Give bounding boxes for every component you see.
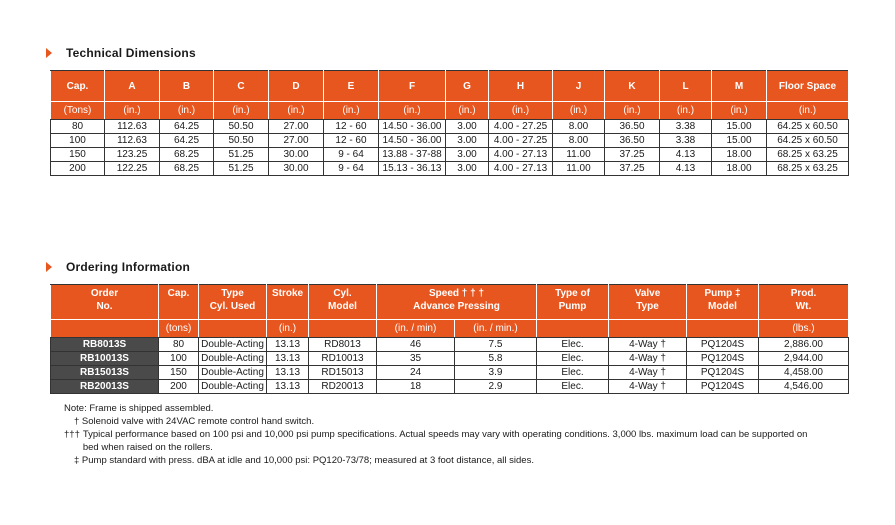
table-cell: 30.00: [269, 148, 324, 162]
bullet-arrow-icon: [46, 48, 52, 58]
order-header-row: [51, 285, 849, 320]
table-cell: 68.25 x 63.25: [767, 162, 849, 176]
table-cell: 64.25: [160, 120, 214, 134]
table-cell: RD20013: [309, 380, 377, 394]
dims-unit-cell: (in.): [379, 102, 446, 120]
table-cell: 122.25: [105, 162, 160, 176]
note-speed-mark: †††: [64, 429, 80, 440]
col-valve-type: Valve Type: [609, 285, 687, 320]
table-cell: 14.50 - 36.00: [379, 120, 446, 134]
table-cell: 13.13: [267, 352, 309, 366]
dims-unit-cell: (in.): [160, 102, 214, 120]
ordering-information-title: Ordering Information: [66, 260, 190, 274]
dims-unit-cell: (in.): [105, 102, 160, 120]
table-cell: 112.63: [105, 134, 160, 148]
dims-header-cell: C: [214, 71, 269, 102]
table-cell: 27.00: [269, 120, 324, 134]
table-row: [51, 352, 849, 366]
table-cell: 80: [159, 338, 199, 352]
unit-pump-type: [537, 320, 609, 338]
table-cell: 100: [51, 134, 105, 148]
table-cell: Elec.: [537, 352, 609, 366]
table-cell: 68.25: [160, 162, 214, 176]
col-prod-wt: Prod. Wt.: [759, 285, 849, 320]
table-cell: 68.25: [160, 148, 214, 162]
table-cell: 50.50: [214, 134, 269, 148]
col-stroke: Stroke: [267, 285, 309, 320]
table-cell: 8.00: [553, 134, 605, 148]
table-cell: Elec.: [537, 366, 609, 380]
dims-unit-cell: (in.): [767, 102, 849, 120]
col-type: Type Cyl. Used: [199, 285, 267, 320]
col-pump-type: Type of Pump: [537, 285, 609, 320]
table-cell: 30.00: [269, 162, 324, 176]
table-cell: 4-Way †: [609, 366, 687, 380]
dims-unit-cell: (in.): [605, 102, 660, 120]
ordering-information-table: [50, 284, 849, 394]
unit-speed-pressing: (in. / min.): [455, 320, 537, 338]
table-cell: 9 - 64: [324, 148, 379, 162]
table-cell: 2,944.00: [759, 352, 849, 366]
table-cell: 4,546.00: [759, 380, 849, 394]
table-cell: 100: [159, 352, 199, 366]
table-cell: 68.25 x 63.25: [767, 148, 849, 162]
table-cell: 15.13 - 36.13: [379, 162, 446, 176]
col-order-no: Order No.: [51, 285, 159, 320]
table-cell: 11.00: [553, 148, 605, 162]
table-cell: 11.00: [553, 162, 605, 176]
table-cell: 200: [51, 162, 105, 176]
table-cell: PQ1204S: [687, 380, 759, 394]
dims-unit-cell: (in.): [324, 102, 379, 120]
dims-unit-row: [51, 102, 849, 120]
dims-unit-cell: (in.): [553, 102, 605, 120]
technical-dimensions-heading: [46, 46, 196, 60]
table-cell: Double-Acting: [199, 352, 267, 366]
table-cell: Double-Acting: [199, 338, 267, 352]
dims-header-cell: J: [553, 71, 605, 102]
table-cell: 4.00 - 27.25: [489, 120, 553, 134]
order-unit-row: [51, 320, 849, 338]
table-row: [51, 380, 849, 394]
dims-unit-cell: (in.): [712, 102, 767, 120]
col-pump-model: Pump ‡ Model: [687, 285, 759, 320]
table-cell: 4-Way †: [609, 352, 687, 366]
table-cell: PQ1204S: [687, 352, 759, 366]
dims-header-cell: G: [446, 71, 489, 102]
col-cyl-model: Cyl. Model: [309, 285, 377, 320]
dims-header-cell: Cap.: [51, 71, 105, 102]
table-cell: RD15013: [309, 366, 377, 380]
dims-header-cell: E: [324, 71, 379, 102]
table-row: [51, 366, 849, 380]
table-cell: 51.25: [214, 148, 269, 162]
unit-valve-type: [609, 320, 687, 338]
table-cell: 5.8: [455, 352, 537, 366]
table-row: [51, 148, 849, 162]
table-cell: 3.00: [446, 162, 489, 176]
dims-header-cell: H: [489, 71, 553, 102]
unit-order-no: [51, 320, 159, 338]
table-row: [51, 338, 849, 352]
note-valve: † Solenoid valve with 24VAC remote control hand switch.: [74, 416, 315, 427]
table-cell: 3.38: [660, 134, 712, 148]
dims-header-cell: F: [379, 71, 446, 102]
table-cell: 9 - 64: [324, 162, 379, 176]
table-cell: 80: [51, 120, 105, 134]
dims-header-cell: L: [660, 71, 712, 102]
table-cell: 37.25: [605, 148, 660, 162]
dims-header-cell: A: [105, 71, 160, 102]
table-cell: 15.00: [712, 120, 767, 134]
col-cap: Cap.: [159, 285, 199, 320]
dims-header-cell: D: [269, 71, 324, 102]
note-pump: ‡ Pump standard with press. dBA at idle and 10,000 psi: PQ120-73/78; measured at 3 foot distance, all sides.: [74, 455, 534, 466]
dims-header-cell: M: [712, 71, 767, 102]
note-speed-line2: bed when raised on the rollers.: [82, 442, 213, 453]
ordering-information-heading: [46, 260, 190, 274]
table-cell: 13.13: [267, 366, 309, 380]
table-cell: 4,458.00: [759, 366, 849, 380]
unit-speed-advance: (in. / min): [377, 320, 455, 338]
table-cell: Elec.: [537, 380, 609, 394]
table-cell: 35: [377, 352, 455, 366]
table-row: [51, 162, 849, 176]
technical-dimensions-title: Technical Dimensions: [66, 46, 196, 60]
note-speed: [64, 428, 807, 454]
table-cell: 24: [377, 366, 455, 380]
table-cell: 2.9: [455, 380, 537, 394]
table-cell: 123.25: [105, 148, 160, 162]
table-cell: 18.00: [712, 162, 767, 176]
table-row: [51, 134, 849, 148]
order-number-cell: RB15013S: [51, 366, 159, 380]
order-number-cell: RB10013S: [51, 352, 159, 366]
order-number-cell: RB20013S: [51, 380, 159, 394]
table-cell: 4-Way †: [609, 338, 687, 352]
dims-unit-cell: (in.): [446, 102, 489, 120]
table-cell: 18.00: [712, 148, 767, 162]
table-cell: 3.00: [446, 148, 489, 162]
table-cell: 36.50: [605, 134, 660, 148]
table-cell: 3.38: [660, 120, 712, 134]
table-cell: 112.63: [105, 120, 160, 134]
order-number-cell: RB8013S: [51, 338, 159, 352]
table-cell: 15.00: [712, 134, 767, 148]
table-cell: 4-Way †: [609, 380, 687, 394]
dims-unit-cell: (in.): [660, 102, 712, 120]
dims-table-body: [51, 120, 849, 176]
table-cell: 3.9: [455, 366, 537, 380]
table-cell: RD8013: [309, 338, 377, 352]
table-cell: 51.25: [214, 162, 269, 176]
unit-cyl-model: [309, 320, 377, 338]
footnotes: [64, 402, 807, 467]
table-cell: 3.00: [446, 134, 489, 148]
table-cell: PQ1204S: [687, 338, 759, 352]
note-speed-line1: Typical performance based on 100 psi and 10,000 psi pump specifications. Actual speeds may vary with operating conditions. 3,000 lbs. maximum load can be supported on: [82, 429, 808, 440]
table-cell: 14.50 - 36.00: [379, 134, 446, 148]
unit-type: [199, 320, 267, 338]
dims-header-row: [51, 71, 849, 102]
dims-header-cell: B: [160, 71, 214, 102]
table-cell: 8.00: [553, 120, 605, 134]
order-table-body: [51, 338, 849, 394]
table-cell: 2,886.00: [759, 338, 849, 352]
dims-unit-cell: (Tons): [51, 102, 105, 120]
dims-unit-cell: (in.): [214, 102, 269, 120]
col-speed: Speed † † † Advance Pressing: [377, 285, 537, 320]
dims-unit-cell: (in.): [489, 102, 553, 120]
table-cell: Double-Acting: [199, 366, 267, 380]
table-cell: 64.25: [160, 134, 214, 148]
table-cell: 50.50: [214, 120, 269, 134]
table-cell: 37.25: [605, 162, 660, 176]
dims-header-cell: Floor Space: [767, 71, 849, 102]
table-cell: 13.13: [267, 380, 309, 394]
table-cell: 4.00 - 27.25: [489, 134, 553, 148]
dims-header-cell: K: [605, 71, 660, 102]
unit-stroke: (in.): [267, 320, 309, 338]
unit-pump-model: [687, 320, 759, 338]
table-cell: 3.00: [446, 120, 489, 134]
table-cell: 4.13: [660, 148, 712, 162]
table-cell: 36.50: [605, 120, 660, 134]
note-frame: Note: Frame is shipped assembled.: [64, 403, 214, 414]
table-cell: 200: [159, 380, 199, 394]
table-cell: Double-Acting: [199, 380, 267, 394]
table-cell: 150: [159, 366, 199, 380]
table-cell: 13.88 - 37-88: [379, 148, 446, 162]
table-row: [51, 120, 849, 134]
table-cell: 27.00: [269, 134, 324, 148]
table-cell: 12 - 60: [324, 120, 379, 134]
dims-unit-cell: (in.): [269, 102, 324, 120]
table-cell: 64.25 x 60.50: [767, 134, 849, 148]
bullet-arrow-icon: [46, 262, 52, 272]
table-cell: Elec.: [537, 338, 609, 352]
table-cell: 13.13: [267, 338, 309, 352]
unit-cap: (tons): [159, 320, 199, 338]
table-cell: 18: [377, 380, 455, 394]
table-cell: 64.25 x 60.50: [767, 120, 849, 134]
table-cell: 12 - 60: [324, 134, 379, 148]
table-cell: 4.13: [660, 162, 712, 176]
table-cell: 46: [377, 338, 455, 352]
table-cell: 150: [51, 148, 105, 162]
technical-dimensions-table: [50, 70, 849, 176]
table-cell: 4.00 - 27.13: [489, 148, 553, 162]
unit-prod-wt: (lbs.): [759, 320, 849, 338]
table-cell: RD10013: [309, 352, 377, 366]
table-cell: PQ1204S: [687, 366, 759, 380]
table-cell: 4.00 - 27.13: [489, 162, 553, 176]
table-cell: 7.5: [455, 338, 537, 352]
